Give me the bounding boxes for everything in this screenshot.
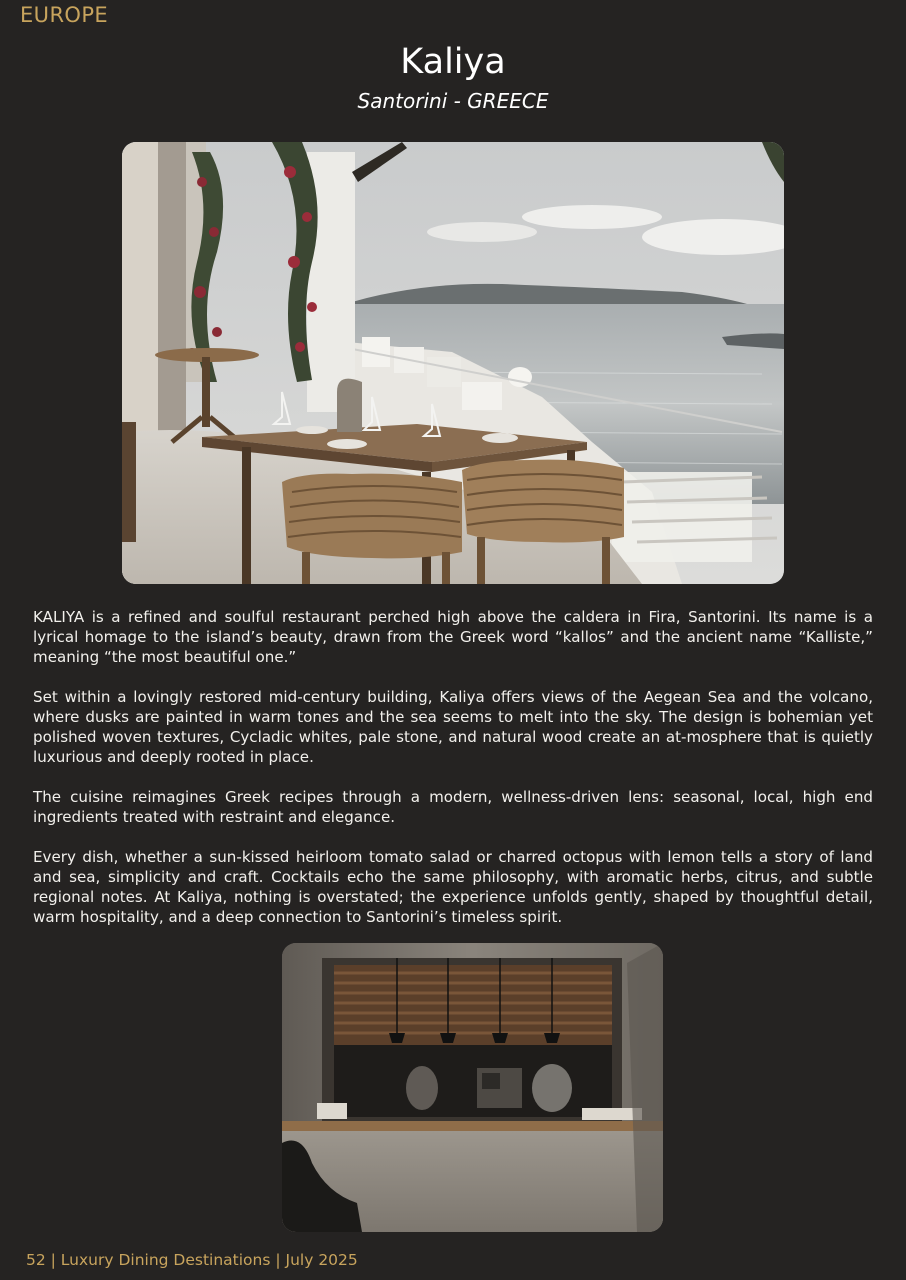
article-paragraph-4: Every dish, whether a sun-kissed heirloom tomato salad or charred octopus with lemon tells a story of land and sea, simplicity and craft. Cocktails echo the same philosophy, with aromatic herbs, citrus, and subtle regional notes. At Kaliya, nothing is overstated; the experience unfolds gently, shaped by thoughtful detail, warm hospitality, and a deep connection to Santorini’s timeless spirit. <box>33 848 873 926</box>
restaurant-title: Kaliya <box>400 42 506 82</box>
restaurant-location: Santorini - GREECE <box>357 89 549 113</box>
kitchen-photo-illustration <box>282 943 663 1232</box>
terrace-photo <box>122 142 784 584</box>
article-paragraph-1: KALIYA is a refined and soulful restaurant perched high above the caldera in Fira, Santorini. Its name is a lyrical homage to the island’s beauty, drawn from the Greek word “kallos” and the ancient name “Kalliste,” meaning “the most beautiful one.” <box>33 608 873 666</box>
section-label: EUROPE <box>20 3 109 27</box>
article-paragraph-3: The cuisine reimagines Greek recipes through a modern, wellness-driven lens: seasonal, local, high end ingredients treated with restraint and elegance. <box>33 788 873 826</box>
kitchen-photo <box>282 943 663 1232</box>
page-footer: 52 | Luxury Dining Destinations | July 2025 <box>26 1251 358 1269</box>
terrace-photo-illustration <box>122 142 784 584</box>
article-body <box>33 607 873 947</box>
article-paragraph-2: Set within a lovingly restored mid-century building, Kaliya offers views of the Aegean Sea and the volcano, where dusks are painted in warm tones and the sea seems to melt into the sky. The design is bohemian yet polished woven textures, Cycladic whites, pale stone, and natural wood create an at-mosphere that is quietly luxurious and deeply rooted in place. <box>33 688 873 766</box>
